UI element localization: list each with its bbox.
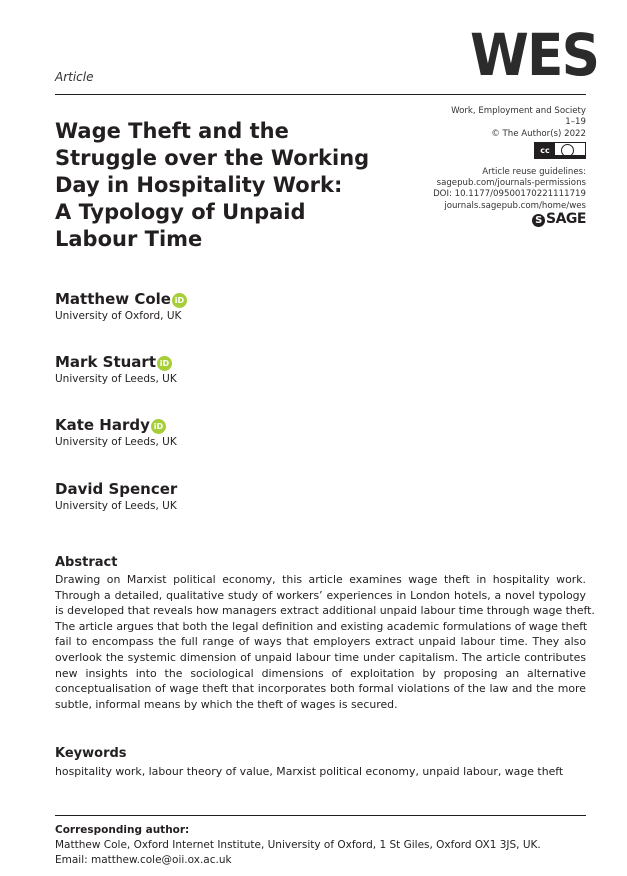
author-name: Matthew Cole iD [55, 290, 187, 308]
author-name: David Spencer [55, 480, 178, 498]
doi[interactable]: DOI: 10.1177/09500170221111719 [433, 189, 586, 200]
reuse-link[interactable]: sagepub.com/journals-permissions [436, 178, 586, 189]
orcid-icon[interactable]: iD [172, 293, 187, 308]
abstract-line: The article argues that both the legal definition and existing academic formulations of wage theft [55, 619, 588, 633]
author-affiliation: University of Leeds, UK [55, 500, 177, 512]
author-block [55, 353, 177, 385]
corresponding-email[interactable]: Email: matthew.cole@oii.ox.ac.uk [55, 854, 232, 866]
reuse-label: Article reuse guidelines: [482, 166, 586, 177]
page-range: 1–19 [565, 117, 586, 128]
abstract-line: new insights into the sociological dimensions of exploitation by proposing an alternative [55, 666, 586, 680]
abstract-line: conceptualisation of wage theft that incorporates both formal violations of the law and the more [55, 682, 586, 696]
abstract-line: Drawing on Marxist political economy, this article examines wage theft in hospitality work. [55, 573, 586, 586]
title-line: Day in Hospitality Work: [55, 173, 343, 197]
article-type-label: Article [55, 70, 94, 84]
article-title [55, 118, 385, 253]
publisher-logo: S SAGE [433, 214, 586, 227]
author-affiliation: University of Leeds, UK [55, 436, 177, 448]
corresponding-address: Matthew Cole, Oxford Internet Institute, University of Oxford, 1 St Giles, Oxford OX1 3JS, UK. [55, 839, 541, 851]
author-name: Kate Hardy iD [55, 416, 177, 434]
journal-home-link[interactable]: journals.sagepub.com/home/wes [444, 200, 586, 211]
top-divider [55, 94, 586, 95]
abstract-heading: Abstract [55, 555, 118, 570]
title-line: Labour Time [55, 227, 203, 251]
keywords-text: hospitality work, labour theory of value, Marxist political economy, unpaid labour, wage theft [55, 765, 564, 778]
journal-name: Work, Employment and Society [451, 106, 586, 116]
orcid-icon[interactable]: iD [151, 419, 166, 434]
abstract-line: overlook the systemic dimension of unpaid labour time under capitalism. The article contributes [55, 650, 586, 664]
creative-commons-icon[interactable]: cc [534, 142, 586, 159]
abstract-line: subtle, informal means by which the theft of wages is secured. [55, 697, 398, 711]
abstract-line: Through a detailed, qualitative study of workers’ experiences in London hotels, a novel typology [55, 588, 586, 602]
title-line: A Typology of Unpaid [55, 200, 306, 224]
author-block [55, 416, 177, 448]
abstract-line: is developed that reveals how managers extract additional unpaid labour time through wage theft. [55, 604, 595, 618]
abstract-line: fail to encompass the full range of ways that employers extract unpaid labour time. They also [55, 635, 586, 649]
abstract-text [55, 572, 595, 712]
author-block [55, 480, 177, 512]
orcid-icon[interactable]: iD [157, 356, 172, 371]
copyright: © The Author(s) 2022 [491, 128, 586, 139]
keywords-heading: Keywords [55, 746, 127, 761]
title-line: Struggle over the Working [55, 146, 370, 170]
bottom-divider [55, 815, 586, 816]
journal-meta [433, 106, 586, 227]
author-affiliation: University of Leeds, UK [55, 373, 177, 385]
author-name: Mark Stuart iD [55, 353, 177, 371]
author-block [55, 290, 187, 322]
title-line: Wage Theft and the [55, 119, 289, 143]
sage-icon: S [532, 214, 545, 227]
author-affiliation: University of Oxford, UK [55, 310, 182, 322]
journal-logo: WES [470, 21, 599, 89]
corresponding-heading: Corresponding author: [55, 824, 190, 836]
